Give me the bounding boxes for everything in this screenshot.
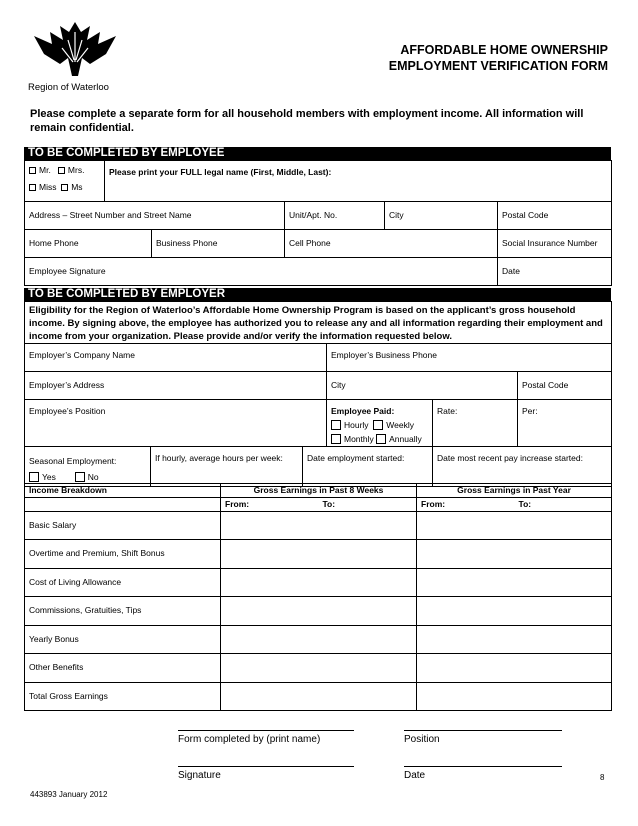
employer-postal-field[interactable] xyxy=(518,372,612,400)
average-hours-field[interactable] xyxy=(151,447,303,487)
signature-field[interactable] xyxy=(178,766,354,781)
completed-by-field[interactable] xyxy=(178,730,354,745)
legal-name-field[interactable] xyxy=(105,161,612,202)
ms-checkbox[interactable] xyxy=(61,184,68,191)
to-label: To: xyxy=(518,499,532,509)
employer-postal-label: Postal Code xyxy=(522,380,569,390)
table-row xyxy=(25,597,612,626)
income-row-label: Yearly Bonus xyxy=(25,626,221,654)
rate-label: Rate: xyxy=(437,406,458,416)
cell-phone-field[interactable] xyxy=(285,230,498,258)
hourly-label: Hourly xyxy=(344,420,369,430)
past-8-weeks-amount[interactable] xyxy=(221,597,417,626)
date-increase-label: Date most recent pay increase started: xyxy=(437,453,583,463)
average-hours-label: If hourly, average hours per week: xyxy=(155,453,283,463)
employer-business-phone-label: Employer’s Business Phone xyxy=(331,350,437,360)
seasonal-employment-label: Seasonal Employment: xyxy=(29,456,117,466)
seasonal-yes-label: Yes xyxy=(42,472,56,482)
weekly-label: Weekly xyxy=(386,420,415,430)
sin-field[interactable] xyxy=(498,230,612,258)
rate-field[interactable] xyxy=(433,400,518,447)
logo-text: Region of Waterloo xyxy=(28,82,109,93)
title-line-1: AFFORDABLE HOME OWNERSHIP xyxy=(400,43,608,57)
seasonal-yes-checkbox[interactable] xyxy=(29,472,39,482)
past-year-amount[interactable] xyxy=(417,569,612,597)
income-row-label: Overtime and Premium, Shift Bonus xyxy=(25,540,221,569)
monthly-checkbox[interactable] xyxy=(331,434,341,444)
income-blank-cell xyxy=(25,498,221,512)
legal-name-label: Please print your FULL legal name (First, Middle, Last): xyxy=(109,167,332,177)
seasonal-no-label: No xyxy=(87,472,99,482)
past-year-from[interactable] xyxy=(417,498,515,512)
hourly-checkbox[interactable] xyxy=(331,420,341,430)
title-line-2: EMPLOYMENT VERIFICATION FORM xyxy=(388,59,608,73)
employee-paid-label: Employee Paid: xyxy=(331,406,395,416)
employer-table xyxy=(24,301,612,487)
income-breakdown-header xyxy=(25,484,221,498)
employer-address-field[interactable] xyxy=(25,372,327,400)
income-row-label: Basic Salary xyxy=(25,512,221,540)
seasonal-employment-cell xyxy=(25,447,151,487)
employee-date-field[interactable] xyxy=(498,258,612,286)
unit-label: Unit/Apt. No. xyxy=(289,210,338,220)
mr-label: Mr. xyxy=(39,165,51,175)
mrs-checkbox[interactable] xyxy=(58,167,65,174)
past-8-weeks-amount[interactable] xyxy=(221,540,417,569)
to-label: To: xyxy=(322,499,336,509)
income-breakdown-table xyxy=(24,483,612,711)
mrs-label: Mrs. xyxy=(67,165,85,175)
company-name-label: Employer’s Company Name xyxy=(29,350,135,360)
past-year-amount[interactable] xyxy=(417,683,612,711)
position-field[interactable] xyxy=(404,730,562,745)
past-8-weeks-label: Gross Earnings in Past 8 Weeks xyxy=(253,485,384,495)
page-number: 8 xyxy=(600,773,605,782)
employee-position-field[interactable] xyxy=(25,400,327,447)
seasonal-no-checkbox[interactable] xyxy=(75,472,85,482)
past-year-to[interactable] xyxy=(515,498,612,512)
table-row xyxy=(25,683,612,711)
employer-city-field[interactable] xyxy=(327,372,518,400)
home-phone-field[interactable] xyxy=(25,230,152,258)
income-row-label: Commissions, Gratuities, Tips xyxy=(25,597,221,626)
mr-checkbox[interactable] xyxy=(29,167,36,174)
business-phone-label: Business Phone xyxy=(156,238,218,248)
weekly-checkbox[interactable] xyxy=(373,420,383,430)
salutation-cell xyxy=(25,161,105,202)
form-title xyxy=(278,42,608,74)
date-started-label: Date employment started: xyxy=(307,453,405,463)
annually-label: Annually xyxy=(389,434,422,444)
position-label: Position xyxy=(404,734,440,745)
signature-label: Signature xyxy=(178,770,221,781)
past-year-label: Gross Earnings in Past Year xyxy=(457,485,571,495)
address-field[interactable] xyxy=(25,202,285,230)
employee-paid-cell xyxy=(327,400,433,447)
signoff-date-label: Date xyxy=(404,770,426,781)
home-phone-label: Home Phone xyxy=(29,238,79,248)
past-8-weeks-amount[interactable] xyxy=(221,654,417,683)
date-started-field[interactable] xyxy=(303,447,433,487)
cell-phone-label: Cell Phone xyxy=(289,238,331,248)
employer-business-phone-field[interactable] xyxy=(327,344,612,372)
completed-by-label: Form completed by (print name) xyxy=(178,734,321,745)
past-year-amount[interactable] xyxy=(417,512,612,540)
table-row xyxy=(25,626,612,654)
employer-address-label: Employer’s Address xyxy=(29,380,105,390)
past-8-weeks-header xyxy=(221,484,417,498)
per-field[interactable] xyxy=(518,400,612,447)
address-label: Address – Street Number and Street Name xyxy=(29,210,192,220)
postal-code-field[interactable] xyxy=(498,202,612,230)
date-increase-field[interactable] xyxy=(433,447,612,487)
employee-signature-field[interactable] xyxy=(25,258,498,286)
miss-label: Miss xyxy=(39,182,57,192)
annually-checkbox[interactable] xyxy=(376,434,386,444)
postal-code-label: Postal Code xyxy=(502,210,549,220)
city-label: City xyxy=(389,210,404,220)
city-field[interactable] xyxy=(385,202,498,230)
table-row xyxy=(25,654,612,683)
monthly-label: Monthly xyxy=(344,434,374,444)
past-8-weeks-amount[interactable] xyxy=(221,569,417,597)
income-row-label: Other Benefits xyxy=(25,654,221,683)
signoff-date-field[interactable] xyxy=(404,766,562,781)
employer-company-name-field[interactable] xyxy=(25,344,327,372)
employee-date-label: Date xyxy=(502,266,520,276)
income-row-label: Total Gross Earnings xyxy=(25,683,221,711)
region-of-waterloo-logo xyxy=(28,18,138,96)
past-8-weeks-amount[interactable] xyxy=(221,626,417,654)
income-breakdown-label: Income Breakdown xyxy=(29,485,107,495)
intro-text: Please complete a separate form for all household members with employment income. All information will remain confidential. xyxy=(30,108,584,134)
past-year-amount[interactable] xyxy=(417,626,612,654)
unit-field[interactable] xyxy=(285,202,385,230)
business-phone-field[interactable] xyxy=(152,230,285,258)
past-8-weeks-from[interactable] xyxy=(221,498,319,512)
income-row-label: Cost of Living Allowance xyxy=(25,569,221,597)
past-year-amount[interactable] xyxy=(417,654,612,683)
past-8-weeks-amount[interactable] xyxy=(221,683,417,711)
employee-section-header: TO BE COMPLETED BY EMPLOYEE xyxy=(24,147,611,160)
employee-table xyxy=(24,160,612,286)
miss-checkbox[interactable] xyxy=(29,184,36,191)
maple-leaf-logo-icon xyxy=(28,18,123,80)
employee-signature-label: Employee Signature xyxy=(29,266,106,276)
sin-label: Social Insurance Number xyxy=(502,238,598,248)
past-8-weeks-to[interactable] xyxy=(319,498,417,512)
past-year-amount[interactable] xyxy=(417,540,612,569)
eligibility-text: Eligibility for the Region of Waterloo’s Affordable Home Ownership Program is based on the applicant’s gross household income. By signing above, the employee has authorized you to release any and all information regarding their employment and income from your organization. Please provide and/or verify the information requested below. xyxy=(29,305,603,342)
eligibility-notice xyxy=(25,302,612,344)
past-8-weeks-amount[interactable] xyxy=(221,512,417,540)
employer-section-header: TO BE COMPLETED BY EMPLOYER xyxy=(24,288,611,301)
employee-position-label: Employee’s Position xyxy=(29,406,106,416)
employer-city-label: City xyxy=(331,380,346,390)
past-year-amount[interactable] xyxy=(417,597,612,626)
past-year-header xyxy=(417,484,612,498)
table-row xyxy=(25,512,612,540)
table-row xyxy=(25,540,612,569)
from-label: From: xyxy=(225,499,250,509)
per-label: Per: xyxy=(522,406,538,416)
form-code: 443893 January 2012 xyxy=(30,790,108,799)
ms-label: Ms xyxy=(71,182,83,192)
from-label: From: xyxy=(421,499,446,509)
table-row xyxy=(25,569,612,597)
